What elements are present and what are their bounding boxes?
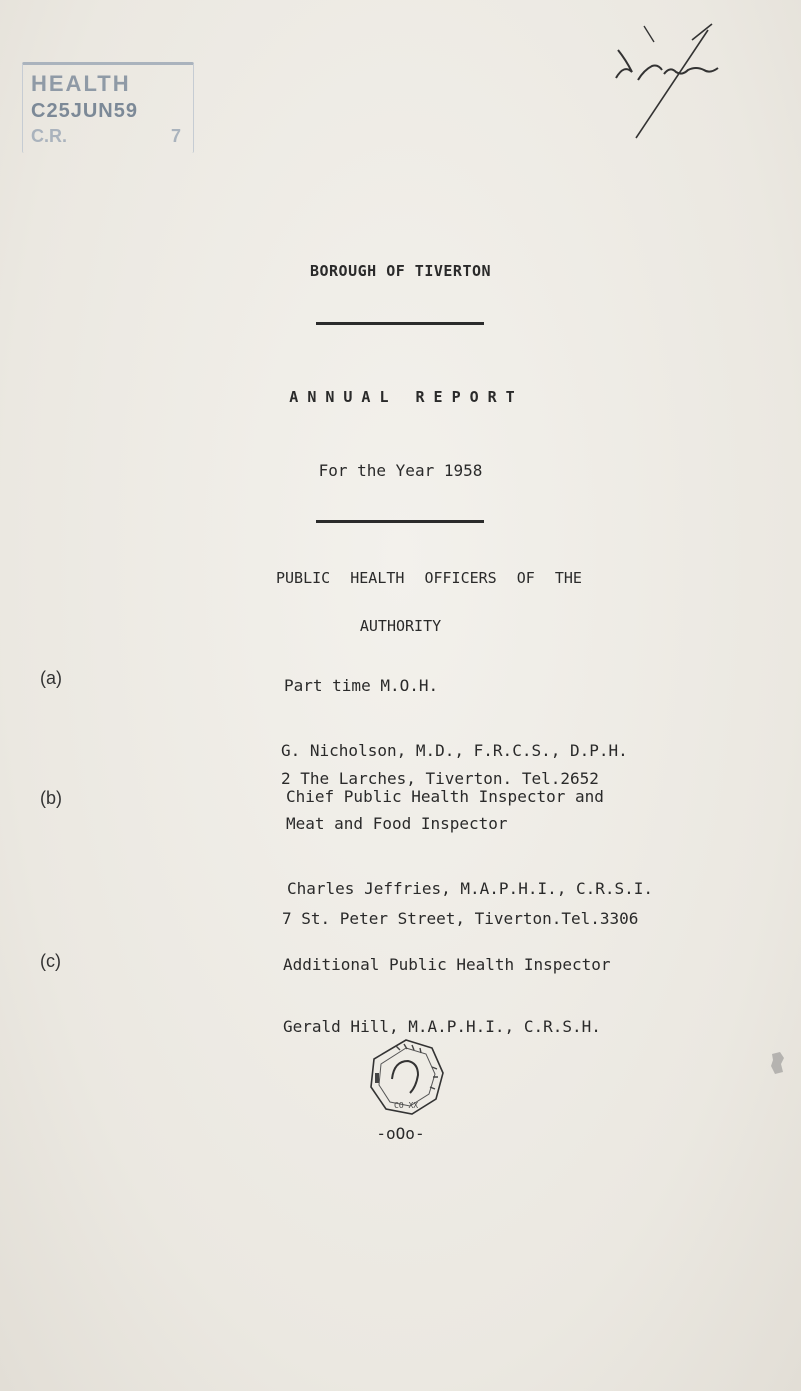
section-marker-c: (c) bbox=[40, 951, 61, 971]
officers-heading bbox=[276, 569, 582, 587]
end-mark: -oOo- bbox=[376, 1124, 425, 1143]
section-c-role: Additional Public Health Inspector bbox=[283, 955, 611, 974]
borough-title: BOROUGH OF TIVERTON bbox=[309, 262, 492, 280]
divider-top bbox=[316, 322, 484, 325]
section-c-name: Gerald Hill, M.A.P.H.I., C.R.S.H. bbox=[283, 1017, 601, 1036]
section-marker-b: (b) bbox=[40, 788, 62, 808]
section-b-name: Charles Jeffries, M.A.P.H.I., C.R.S.I. bbox=[287, 879, 654, 898]
report-title: ANNUAL REPORT bbox=[289, 388, 524, 406]
ink-blot-icon bbox=[766, 1050, 788, 1076]
section-a-name: G. Nicholson, M.D., F.R.C.S., D.P.H. bbox=[281, 741, 628, 760]
report-year: For the Year 1958 bbox=[318, 461, 483, 480]
officers-word-2: HEALTH bbox=[350, 569, 405, 587]
officers-word-5: THE bbox=[554, 569, 582, 587]
officers-word-4: OF bbox=[516, 569, 535, 587]
stamp-ref-right: 7 bbox=[170, 126, 181, 146]
officers-word-3: OFFICERS bbox=[424, 569, 497, 587]
seal-text: CO XX bbox=[394, 1101, 419, 1110]
stamp-ref bbox=[31, 127, 181, 145]
stamp-ref-left: C.R. bbox=[31, 126, 67, 146]
section-marker-a: (a) bbox=[40, 668, 62, 688]
stamp-health: HEALTH bbox=[31, 71, 131, 96]
section-a-role: Part time M.O.H. bbox=[284, 676, 439, 695]
divider-middle bbox=[316, 520, 484, 523]
received-stamp bbox=[22, 62, 194, 153]
library-seal-icon bbox=[366, 1037, 446, 1117]
section-b-address: 7 St. Peter Street, Tiverton.Tel.3306 bbox=[282, 909, 639, 928]
section-a-address: 2 The Larches, Tiverton. Tel.2652 bbox=[281, 769, 599, 788]
officers-word-1: PUBLIC bbox=[276, 569, 331, 587]
handwritten-initials bbox=[596, 20, 736, 140]
section-b-role-line2: Meat and Food Inspector bbox=[286, 814, 508, 833]
stamp-date: C25JUN59 bbox=[31, 100, 138, 122]
section-b-role-line1: Chief Public Health Inspector and bbox=[286, 787, 604, 806]
officers-heading-line2: AUTHORITY bbox=[359, 617, 442, 635]
